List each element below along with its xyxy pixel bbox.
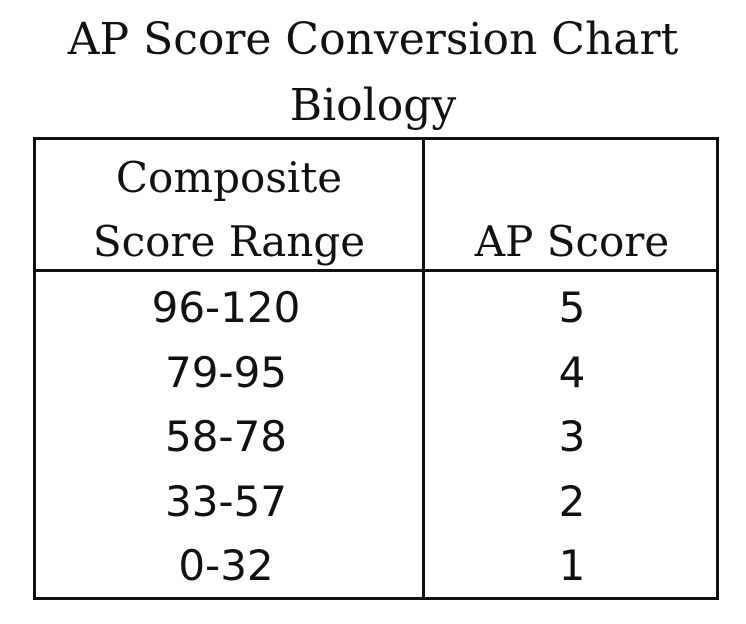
header-composite-line2: Score Range	[92, 217, 366, 266]
score-cell: 3	[558, 412, 586, 461]
conversion-table	[33, 137, 719, 600]
range-cell: 58-78	[164, 412, 288, 461]
table-row	[36, 341, 716, 406]
range-cell: 33-57	[164, 476, 288, 526]
chart-title: AP Score Conversion Chart	[67, 14, 679, 65]
score-cell: 4	[558, 347, 586, 397]
table-row	[36, 405, 716, 470]
range-cell: 0-32	[178, 541, 274, 590]
header-ap-score: AP Score	[474, 217, 670, 266]
chart-subtitle: Biology	[289, 80, 457, 131]
score-cell: 2	[558, 476, 586, 526]
table-body	[36, 276, 716, 599]
score-cell: 1	[558, 541, 586, 590]
header-composite-score-range	[36, 146, 422, 274]
range-cell: 96-120	[151, 283, 301, 332]
table-row	[36, 470, 716, 535]
header-composite-line1: Composite	[115, 153, 343, 202]
range-cell: 79-95	[164, 347, 288, 397]
table-row	[36, 534, 716, 599]
score-cell: 5	[558, 283, 586, 332]
table-row	[36, 276, 716, 341]
